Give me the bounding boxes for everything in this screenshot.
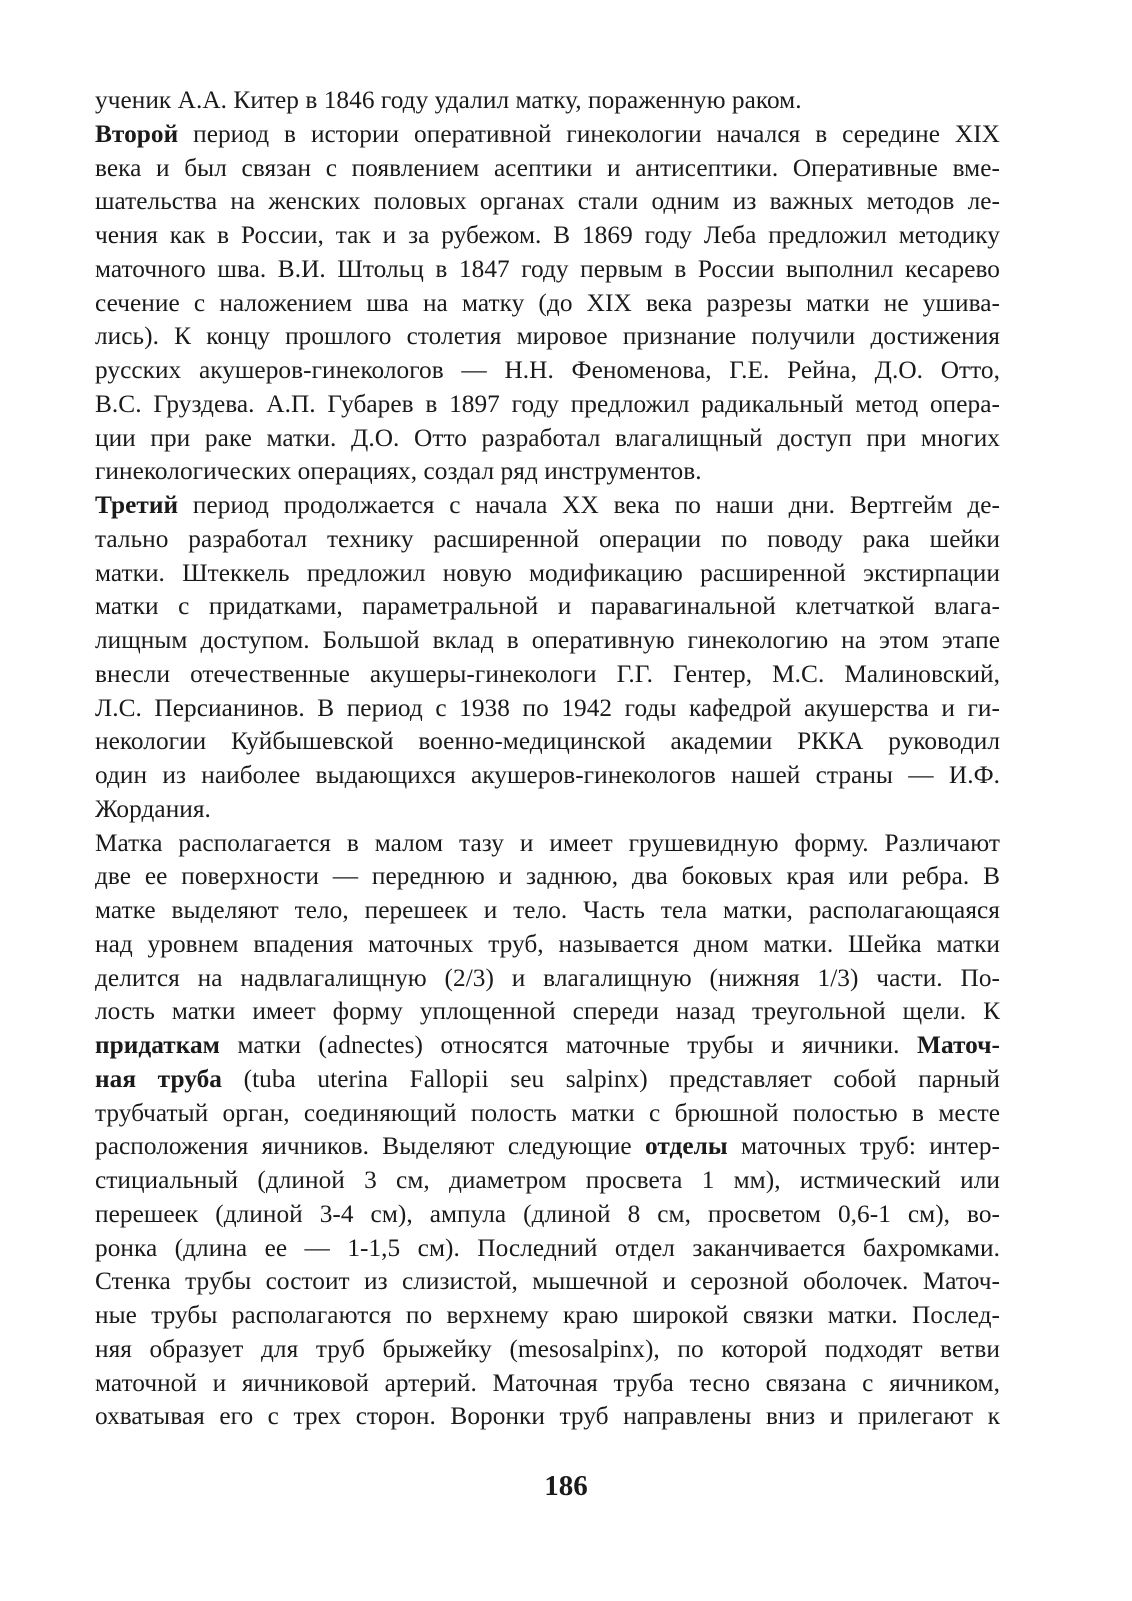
text-line [95, 894, 1000, 928]
text-line [95, 928, 1000, 962]
text-run: чения как в России, так и за рубежом. В 1869 году Леба предложил методику [95, 221, 1000, 249]
text-run: матки с придатками, параметральной и паравагинальной клетчаткой влага- [95, 592, 1000, 621]
bold-term: ная труба [95, 1064, 222, 1093]
text-run: тально разработал технику расширенной операции по поводу рака шейки [95, 524, 1000, 553]
text-line [95, 1232, 1000, 1266]
text-run: В.С. Груздева. А.П. Губарев в 1897 году предложил радикальный метод опера- [95, 389, 1000, 418]
text-run: ученик А.А. Китер в 1846 году удалил матку, пораженную раком. [95, 86, 802, 114]
text-line [95, 354, 1000, 388]
text-run: один из наиболее выдающихся акушеров-гинекологов нашей страны — И.Ф. [95, 761, 1000, 789]
text-run: внесли отечественные акушеры-гинекологи Г.Г. Гентер, М.С. Малиновский, [95, 659, 1000, 688]
text-line [95, 860, 1000, 894]
text-line [95, 1299, 1000, 1333]
text-run: лись). К концу прошлого столетия мировое признание получили достижения [95, 322, 1000, 351]
text-line [95, 489, 1000, 523]
text-run: период в истории оперативной гинекологии начался в середине XIX [178, 119, 1000, 148]
text-line [95, 995, 1000, 1029]
text-run: русских акушеров-гинекологов — Н.Н. Феноменова, Г.Е. Рейна, Д.О. Отто, [95, 356, 1000, 384]
text-line [95, 658, 1000, 692]
text-line [95, 219, 1000, 253]
text-run: лищным доступом. Большой вклад в оперативную гинекологию на этом этапе [95, 626, 1000, 654]
text-run: маточных труб: интер- [727, 1132, 1000, 1161]
text-run: века и был связан с появлением асептики и антисептики. Оперативные вме- [95, 153, 1000, 182]
text-line [95, 1198, 1000, 1232]
text-run: расположения яичников. Выделяют следующие [95, 1132, 646, 1161]
text-line [95, 1400, 1000, 1434]
text-run: Л.С. Персианинов. В период с 1938 по 1942 годы кафедрой акушерства и ги- [95, 693, 1000, 722]
text-line [95, 185, 1000, 219]
text-run: ронка (длина ее — 1-1,5 см). Последний отдел заканчивается бахромками. [95, 1233, 1000, 1262]
text-line [95, 287, 1000, 321]
text-run: маточной и яичниковой артерий. Маточная труба тесно связана с яичником, [95, 1368, 1000, 1397]
text-line [95, 1130, 1000, 1164]
page-number: 186 [544, 1470, 588, 1502]
text-line [95, 253, 1000, 287]
paragraph [95, 118, 1000, 489]
text-line [95, 388, 1000, 422]
bold-term: придаткам [95, 1031, 220, 1059]
text-run: над уровнем впадения маточных труб, называется дном матки. Шейка матки [95, 929, 1000, 958]
text-run: стициальный (длиной 3 см, диаметром просвета 1 мм), истмический или [95, 1166, 1000, 1194]
text-line [95, 962, 1000, 996]
text-line [95, 590, 1000, 624]
text-line [95, 1164, 1000, 1198]
paragraph [95, 827, 1000, 1435]
text-line [95, 320, 1000, 354]
text-run: некологии Куйбышевской военно-медицинской академии РККА руководил [95, 727, 1000, 756]
text-run: няя образует для труб брыжейку (mesosalpinx), по которой подходят ветви [95, 1334, 1000, 1363]
bold-term: отделы [645, 1132, 728, 1161]
text-line [95, 1029, 1000, 1063]
text-run: делится на надвлагалищную (2/3) и влагалищную (нижняя 1/3) части. По- [95, 963, 1000, 992]
text-line [95, 793, 1000, 827]
text-line [95, 1063, 1000, 1097]
text-run: матки (adnectes) относятся маточные трубы и яичники. [219, 1031, 918, 1059]
text-line [95, 557, 1000, 591]
text-line [95, 827, 1000, 861]
text-run: матки. Штеккель предложил новую модификацию расширенной экстирпации [95, 558, 1000, 587]
text-run: ные трубы располагаются по верхнему краю широкой связки матки. Послед- [95, 1301, 1000, 1329]
bold-term: Второй [95, 119, 179, 148]
text-line [95, 455, 1000, 489]
text-run: период продолжается с начала XX века по наши дни. Вертгейм де- [178, 491, 1000, 519]
text-line [95, 1333, 1000, 1367]
text-line [95, 84, 1000, 118]
text-line [95, 1097, 1000, 1131]
text-line [95, 1367, 1000, 1401]
text-run: сечение с наложением шва на матку (до XIX века разрезы матки не ушива- [95, 288, 1000, 317]
text-run: ции при раке матки. Д.О. Отто разработал влагалищный доступ при многих [95, 423, 1000, 452]
bold-term: Третий [95, 491, 179, 519]
text-run: охватывая его с трех сторон. Воронки труб направлены вниз и прилегают к [95, 1402, 1000, 1431]
text-line [95, 725, 1000, 759]
text-run: лость матки имеет форму уплощенной спереди назад треугольной щели. К [95, 997, 1000, 1026]
text-run: Стенка трубы состоит из слизистой, мышечной и серозной оболочек. Маточ- [95, 1267, 1000, 1296]
text-run: гинекологических операциях, создал ряд инструментов. [95, 457, 702, 486]
text-run: шательства на женских половых органах стали одним из важных методов ле- [95, 187, 1000, 216]
text-run: две ее поверхности — переднюю и заднюю, два боковых края или ребра. В [95, 862, 1000, 891]
text-run: маточного шва. В.И. Штольц в 1847 году первым в России выполнил кесарево [95, 254, 1000, 283]
bold-term: Маточ- [917, 1031, 1000, 1059]
text-run: перешеек (длиной 3-4 см), ампула (длиной 8 см, просветом 0,6-1 см), во- [95, 1199, 1000, 1228]
text-line [95, 1265, 1000, 1299]
text-line [95, 523, 1000, 557]
text-run: трубчатый орган, соединяющий полость матки с брюшной полостью в месте [95, 1098, 1000, 1127]
text-run: Матка располагается в малом тазу и имеет грушевидную форму. Различают [95, 828, 1000, 857]
text-line [95, 152, 1000, 186]
text-line [95, 422, 1000, 456]
paragraph [95, 489, 1000, 827]
text-line [95, 118, 1000, 152]
text-line [95, 692, 1000, 726]
body-text [95, 84, 1000, 1434]
text-run: матке выделяют тело, перешеек и тело. Часть тела матки, располагающаяся [95, 896, 1000, 924]
text-run: (tuba uterina Fallopii seu salpinx) представляет собой парный [222, 1064, 1000, 1093]
paragraph [95, 84, 1000, 118]
text-line [95, 759, 1000, 793]
text-line [95, 624, 1000, 658]
text-run: Жордания. [95, 794, 211, 823]
